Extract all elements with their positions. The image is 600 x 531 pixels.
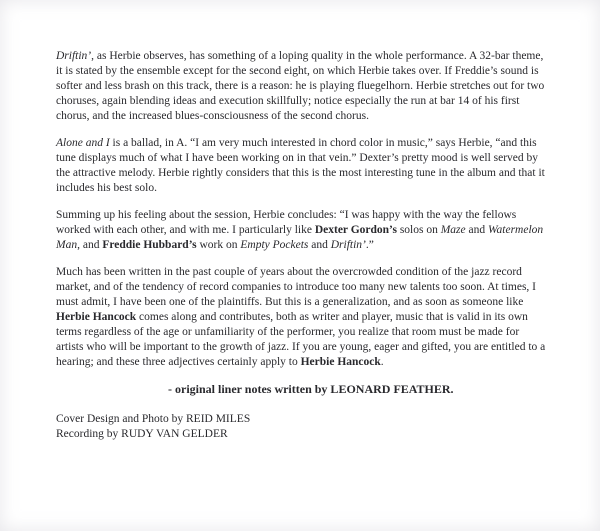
- text-segment: Empty Pockets: [240, 239, 309, 251]
- liner-notes-text: [56, 49, 546, 442]
- paragraph-driftin: [56, 49, 546, 124]
- text-segment: , and: [77, 239, 103, 251]
- text-segment: .”: [365, 239, 374, 251]
- text-segment: solos on: [396, 224, 441, 236]
- text-segment: Cover Design and Photo by REID MILES: [56, 413, 251, 425]
- text-segment: Watermelon Man: [56, 224, 544, 251]
- text-segment: and: [308, 239, 331, 251]
- text-segment: is a ballad, in A. “I am very much interested in chord color in music,” says Herbie, “and this tune displays much of what I have been working on in that vein.” Dexter’s pretty mood is well served by the attractive melody. Herbie rightly considers that this is the most interesting tune in the album and that it includes his best solo.: [56, 137, 545, 194]
- text-segment: , as Herbie observes, has something of a loping quality in the whole performance. A 32-bar theme, it is stated by the ensemble except for the second eight, on which Herbie takes over. If Freddie’s sound is softer and less brash on this track, there is a reason: he is playing fluegelhorn. Herbie stretches out for two choruses, again blending ideas and execution skillfully; notice especially the run at bar 14 of his first chorus, and the increased blues-consciousness of the second chorus.: [56, 50, 545, 122]
- text-segment: work on: [196, 239, 241, 251]
- text-segment: Freddie Hubbard’s: [102, 239, 197, 251]
- paragraph-alone-and-i: [56, 136, 546, 196]
- text-segment: .: [380, 356, 384, 368]
- text-segment: Alone and I: [56, 137, 110, 149]
- credit-cover-design: [56, 412, 546, 427]
- text-segment: Recording by RUDY VAN GELDER: [56, 428, 228, 440]
- paragraph-summing-up: [56, 208, 546, 253]
- text-segment: Driftin’: [56, 50, 92, 62]
- credit-recording: [56, 427, 546, 442]
- text-segment: Driftin’: [330, 239, 366, 251]
- text-segment: Herbie Hancock: [56, 311, 137, 323]
- signoff-line: [168, 382, 546, 397]
- text-segment: Dexter Gordon’s: [314, 224, 397, 236]
- text-segment: comes along and contributes, both as writer and player, music that is valid in its own terms regardless of the age or unfamiliarity of the performer, you realize that room must be made for artists who will be important to the growth of jazz. If you are young, eager and gifted, you are entitled to a hearing; and these three adjectives certainly apply to: [56, 311, 546, 368]
- text-segment: Much has been written in the past couple of years about the overcrowded condition of the jazz record market, and of the tendency of record companies to introduce too many new talents too soon. At times, I must admit, I have been one of the plaintiffs. But this is a generalization, and as soon as someone like: [56, 266, 536, 308]
- text-segment: Summing up his feeling about the session, Herbie concludes: “I was happy with the way the fellows worked with each other, and with me. I particularly like: [56, 209, 517, 236]
- paragraph-much-has-been-written: [56, 265, 546, 370]
- text-segment: and: [465, 224, 488, 236]
- text-segment: - original liner notes written by LEONARD FEATHER.: [168, 382, 454, 396]
- text-segment: Herbie Hancock: [300, 356, 381, 368]
- text-segment: Maze: [440, 224, 466, 236]
